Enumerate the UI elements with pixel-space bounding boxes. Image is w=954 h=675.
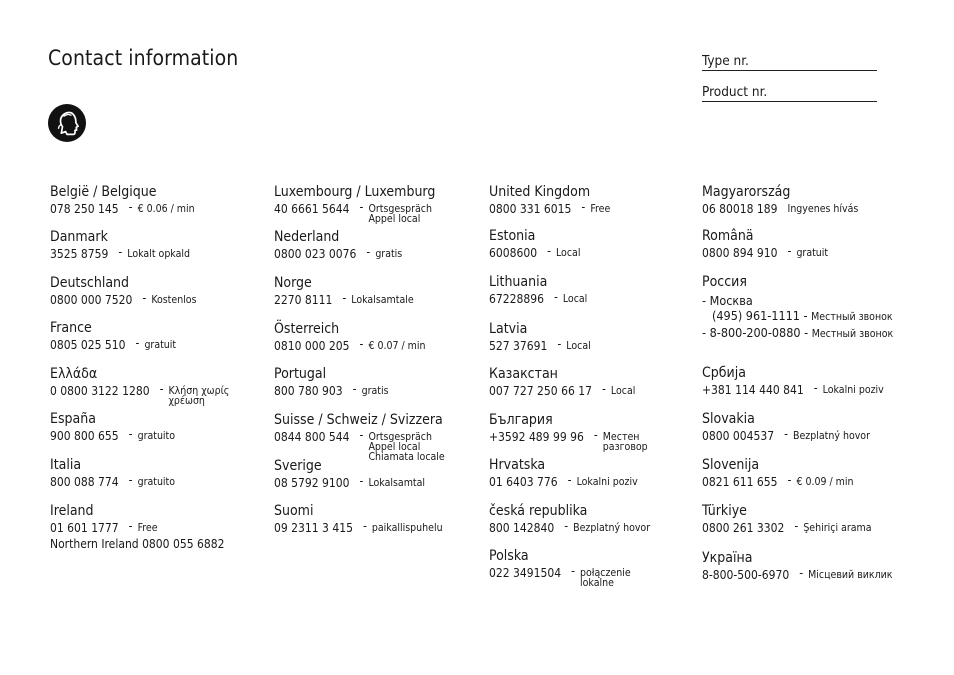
- dash: -: [135, 336, 140, 350]
- phone-line: [50, 429, 175, 443]
- phone-line: [50, 475, 175, 489]
- phone-number[interactable]: 67228896: [489, 292, 544, 306]
- call-rate-line: Appel local: [368, 213, 421, 225]
- phone-line: [274, 384, 389, 398]
- call-rate-note: [360, 202, 432, 224]
- call-rate-line: € 0.07 / min: [368, 340, 426, 352]
- phone-number[interactable]: 527 37691: [489, 339, 548, 353]
- call-rate-text: [375, 247, 402, 259]
- country-name: Казакстан: [489, 366, 558, 382]
- call-rate-note: [784, 429, 870, 441]
- phone-number[interactable]: 0844 800 544: [274, 430, 350, 444]
- call-rate-line: gratuit: [796, 247, 829, 259]
- call-rate-note: [594, 430, 648, 452]
- dash: -: [128, 427, 133, 441]
- call-rate-line: Chiamata locale: [368, 451, 445, 463]
- contact-entry: [702, 184, 858, 216]
- customer-support-head-icon: [48, 104, 86, 142]
- call-rate-text: [823, 383, 884, 395]
- call-rate-note: [136, 338, 177, 350]
- contact-entry: [702, 274, 893, 342]
- call-rate-text: [138, 475, 175, 487]
- phone-line: [50, 202, 195, 216]
- contact-entry: [274, 184, 435, 224]
- phone-number[interactable]: 8-800-500-6970: [702, 568, 790, 582]
- call-rate-note: Местный звонок: [811, 311, 893, 323]
- call-rate-note: [342, 293, 413, 305]
- contact-entry: [489, 321, 591, 353]
- phone-number[interactable]: 6008600: [489, 246, 538, 260]
- country-name: Norge: [274, 275, 312, 291]
- call-rate-line: Şehiriçi arama: [803, 522, 872, 534]
- phone-line: [489, 430, 648, 452]
- call-rate-text: [351, 293, 413, 305]
- phone-number[interactable]: 900 800 655: [50, 429, 119, 443]
- call-rate-text: [127, 247, 190, 259]
- country-name: Россия: [702, 274, 747, 290]
- dash: -: [342, 291, 347, 305]
- country-name: Latvia: [489, 321, 528, 337]
- call-rate-note: [118, 247, 190, 259]
- country-name: Suisse / Schweiz / Svizzera: [274, 412, 443, 428]
- country-name: België / Belgique: [50, 184, 157, 200]
- phone-line: [702, 475, 853, 489]
- call-rate-note: [353, 384, 389, 396]
- country-name: Luxembourg / Luxemburg: [274, 184, 436, 200]
- call-rate-text: [556, 246, 580, 258]
- call-rate-text: [138, 202, 195, 214]
- contact-entry: [50, 411, 175, 443]
- phone-line: [274, 202, 435, 224]
- contact-entry: [489, 412, 648, 452]
- call-rate-text: [563, 292, 587, 304]
- dash: -: [128, 200, 133, 214]
- phone-number[interactable]: 007 727 250 66 17: [489, 384, 592, 398]
- dash: -: [128, 473, 133, 487]
- call-rate-note: [160, 384, 230, 406]
- phone-number[interactable]: +3592 489 99 96: [489, 430, 584, 444]
- phone-line: [489, 566, 631, 588]
- phone-line: [274, 339, 425, 353]
- call-rate-note: [360, 339, 426, 351]
- contact-entry: [50, 503, 224, 551]
- call-rate-text: [151, 293, 196, 305]
- dash: -: [784, 427, 789, 441]
- country-name: Polska: [489, 548, 529, 564]
- call-rate-note: [581, 202, 610, 214]
- phone-number[interactable]: 0805 025 510: [50, 338, 126, 352]
- dash: -: [128, 519, 133, 533]
- call-rate-line: Местен: [602, 431, 640, 443]
- contact-entry: [50, 320, 176, 352]
- call-rate-line: połączenie: [580, 567, 631, 579]
- call-rate-note: [568, 475, 638, 487]
- phone-number[interactable]: 0810 000 205: [274, 339, 350, 353]
- call-rate-line: Bezplatný hovor: [793, 430, 870, 442]
- phone-number[interactable]: 8-800-200-0880: [709, 325, 801, 340]
- call-rate-text: [573, 521, 650, 533]
- call-rate-line: Lokalsamtal: [368, 477, 426, 489]
- phone-line: [489, 202, 610, 216]
- phone-line: [702, 568, 893, 582]
- dash: -: [571, 564, 576, 578]
- dash: -: [352, 382, 357, 396]
- phone-line: [489, 384, 635, 398]
- call-rate-line: Місцевий виклик: [808, 569, 893, 581]
- contact-entry: [50, 275, 197, 307]
- call-rate-line: χρέωση: [168, 395, 205, 407]
- contact-entry: [274, 458, 425, 490]
- phone-number[interactable]: 0800 894 910: [702, 246, 778, 260]
- phone-line: [274, 293, 414, 307]
- country-name: Hrvatska: [489, 457, 546, 473]
- contact-entry: [274, 229, 402, 261]
- phone-number[interactable]: 40 6661 5644: [274, 202, 350, 216]
- call-rate-line: Local: [610, 385, 636, 397]
- dash: -: [547, 244, 551, 258]
- country-name: Deutschland: [50, 275, 130, 291]
- call-rate-note: [814, 383, 884, 395]
- dash: -: [702, 293, 710, 308]
- call-rate-line: gratuito: [137, 476, 176, 488]
- country-name: Danmark: [50, 229, 108, 245]
- call-rate-note: Местный звонок: [811, 328, 894, 340]
- country-name: Suomi: [274, 503, 314, 519]
- call-rate-text: [603, 430, 648, 452]
- contact-entry: [702, 503, 872, 535]
- call-rate-line: Κλήση χωρίς: [168, 385, 230, 397]
- call-rate-note: [360, 476, 426, 488]
- dash: -: [564, 519, 569, 533]
- product-number-label: Product nr.: [702, 84, 768, 100]
- dash: -: [800, 325, 812, 340]
- phone-number[interactable]: +381 114 440 841: [702, 383, 804, 397]
- contact-entry: [50, 184, 195, 216]
- dash: -: [601, 382, 606, 396]
- call-rate-line: Ingyenes hívás: [787, 203, 859, 215]
- country-name: Portugal: [274, 366, 327, 382]
- phone-line: [702, 202, 858, 216]
- call-rate-text: [788, 202, 859, 214]
- phone-line: [274, 247, 402, 261]
- phone-number[interactable]: 0821 611 655: [702, 475, 778, 489]
- contact-entry: [489, 228, 580, 260]
- country-name: España: [50, 411, 96, 427]
- dash: -: [787, 244, 792, 258]
- country-name: česká republika: [489, 503, 588, 519]
- call-rate-line: Lokalni poziv: [576, 476, 638, 488]
- phone-number[interactable]: 06 80018 189: [702, 202, 778, 216]
- call-rate-note: [788, 246, 829, 258]
- dash: -: [813, 381, 818, 395]
- country-name: Ελλάδα: [50, 366, 98, 382]
- call-rate-text: [611, 384, 635, 396]
- contact-entry: [274, 275, 414, 307]
- contact-entry: [274, 321, 425, 353]
- phone-number[interactable]: 800 088 774: [50, 475, 119, 489]
- phone-number[interactable]: 800 780 903: [274, 384, 343, 398]
- dash: -: [553, 290, 558, 304]
- contact-entry: [702, 550, 893, 582]
- country-name: United Kingdom: [489, 184, 591, 200]
- call-rate-note: [557, 339, 590, 351]
- dash: -: [557, 337, 562, 351]
- call-rate-line: Free: [590, 203, 611, 215]
- phone-line: [50, 521, 224, 535]
- phone-line: [489, 339, 591, 353]
- contact-entry: [489, 548, 631, 588]
- dash: -: [787, 473, 792, 487]
- call-rate-line: Ortsgespräch: [368, 431, 432, 443]
- phone-number[interactable]: 0800 023 0076: [274, 247, 357, 261]
- phone-line: [489, 475, 638, 489]
- phone-line: [50, 293, 197, 307]
- call-rate-note: [129, 475, 175, 487]
- call-rate-text: [368, 476, 425, 488]
- call-rate-line: Lokalni poziv: [822, 384, 884, 396]
- phone-number[interactable]: 0800 000 7520: [50, 293, 133, 307]
- call-rate-line: Local: [562, 293, 588, 305]
- country-name: Italia: [50, 457, 82, 473]
- dash: -: [359, 428, 364, 442]
- country-name: Србија: [702, 365, 746, 381]
- contact-entry: [274, 412, 445, 462]
- call-rate-note: [554, 292, 587, 304]
- call-rate-text: [368, 339, 425, 351]
- call-rate-line: gratis: [361, 385, 389, 397]
- phone-line: [702, 325, 893, 342]
- contact-entry: [274, 503, 443, 535]
- call-rate-text: [144, 338, 176, 350]
- country-name: France: [50, 320, 92, 336]
- country-name: Românä: [702, 228, 754, 244]
- call-rate-text: [372, 521, 443, 533]
- call-rate-note: [564, 521, 650, 533]
- country-name: Nederland: [274, 229, 340, 245]
- call-rate-text: [796, 246, 828, 258]
- call-rate-line: Local: [566, 340, 591, 352]
- country-name: Slovenija: [702, 457, 760, 473]
- call-rate-line: gratuit: [144, 339, 177, 351]
- call-rate-text: [793, 429, 870, 441]
- contact-entry: [50, 457, 175, 489]
- city-line: [702, 293, 893, 308]
- country-name: Sverige: [274, 458, 322, 474]
- dash: -: [142, 291, 147, 305]
- call-rate-text: [590, 202, 610, 214]
- call-rate-text: [168, 384, 229, 406]
- dash: -: [359, 200, 364, 214]
- call-rate-note: [363, 521, 443, 533]
- call-rate-text: [138, 521, 158, 533]
- country-name: Österreich: [274, 321, 340, 337]
- dash: -: [799, 566, 804, 580]
- call-rate-line: Ortsgespräch: [368, 203, 432, 215]
- country-name: Slovakia: [702, 411, 755, 427]
- call-rate-note: [547, 246, 580, 258]
- call-rate-text: [808, 568, 892, 580]
- contact-entry: [702, 228, 828, 260]
- call-rate-text: [796, 475, 853, 487]
- call-rate-text: [566, 339, 590, 351]
- phone-number[interactable]: 0 0800 3122 1280: [50, 384, 150, 398]
- dash: -: [362, 519, 367, 533]
- phone-number[interactable]: 01 6403 776: [489, 475, 558, 489]
- phone-number[interactable]: 800 142840: [489, 521, 555, 535]
- dash: -: [593, 428, 598, 442]
- phone-number[interactable]: 0800 261 3302: [702, 521, 785, 535]
- dash: -: [581, 200, 586, 214]
- phone-line: [274, 521, 443, 535]
- phone-line: [274, 476, 425, 490]
- contact-entry: [489, 457, 638, 489]
- call-rate-note: [788, 475, 854, 487]
- phone-line: [50, 338, 176, 352]
- call-rate-text: [138, 429, 175, 441]
- phone-line: [489, 246, 580, 260]
- call-rate-line: Appel local: [368, 441, 421, 453]
- call-rate-note: [142, 293, 196, 305]
- dash: -: [359, 474, 364, 488]
- phone-number[interactable]: 0800 331 6015: [489, 202, 572, 216]
- northern-ireland-line[interactable]: Northern Ireland 0800 055 6882: [50, 537, 225, 551]
- phone-number[interactable]: 08 5792 9100: [274, 476, 350, 490]
- call-rate-note: [129, 202, 195, 214]
- phone-line: [702, 246, 828, 260]
- country-name: България: [489, 412, 553, 428]
- call-rate-text: [368, 202, 432, 224]
- call-rate-line: gratuito: [137, 430, 176, 442]
- call-rate-note: [799, 568, 892, 580]
- call-rate-line: Free: [137, 522, 158, 534]
- contact-entry: [489, 184, 610, 216]
- call-rate-note: [129, 429, 175, 441]
- call-rate-line: Kostenlos: [151, 294, 197, 306]
- call-rate-note: [571, 566, 631, 588]
- call-rate-text: [580, 566, 631, 588]
- phone-number[interactable]: 078 250 145: [50, 202, 119, 216]
- contact-entry: [489, 274, 587, 306]
- call-rate-note: [602, 384, 635, 396]
- contact-entry: [702, 457, 853, 489]
- call-rate-note: [366, 247, 402, 259]
- dash: -: [159, 382, 164, 396]
- dash: -: [702, 325, 710, 340]
- call-rate-note: [129, 521, 158, 533]
- phone-number[interactable]: 01 601 1777: [50, 521, 119, 535]
- contact-entry: [50, 366, 229, 406]
- type-number-field[interactable]: [702, 53, 877, 71]
- dash: -: [366, 245, 371, 259]
- phone-number[interactable]: 022 3491504: [489, 566, 562, 580]
- phone-line: [702, 521, 872, 535]
- type-number-label: Type nr.: [702, 53, 749, 69]
- phone-line: [50, 247, 190, 261]
- call-rate-note: [788, 202, 859, 214]
- dash: -: [567, 473, 572, 487]
- call-rate-line: gratis: [375, 248, 403, 260]
- call-rate-line: Lokalsamtale: [351, 294, 414, 306]
- phone-line: [489, 292, 587, 306]
- call-rate-line: Bezplatný hovor: [573, 522, 651, 534]
- dash: -: [118, 245, 123, 259]
- country-name: Україна: [702, 550, 753, 566]
- page-title: Contact information: [48, 46, 239, 70]
- contact-entry: [489, 503, 650, 535]
- contact-entry: [50, 229, 190, 261]
- call-rate-line: lokalne: [580, 577, 614, 589]
- country-name: Magyarország: [702, 184, 791, 200]
- contact-entry: [489, 366, 635, 398]
- contact-entry: [702, 365, 884, 397]
- phone-number[interactable]: 2270 8111: [274, 293, 333, 307]
- call-rate-text: [577, 475, 638, 487]
- country-name: Ireland: [50, 503, 94, 519]
- contact-entry: [274, 366, 389, 398]
- dash: -: [794, 519, 799, 533]
- call-rate-note: [794, 521, 871, 533]
- contact-entry: [702, 411, 870, 443]
- call-rate-line: разговор: [602, 441, 648, 453]
- phone-number[interactable]: 09 2311 3 415: [274, 521, 353, 535]
- country-name: Estonia: [489, 228, 536, 244]
- call-rate-line: € 0.09 / min: [796, 476, 854, 488]
- call-rate-line: Local: [555, 247, 581, 259]
- country-name: Türkiye: [702, 503, 747, 519]
- call-rate-text: [803, 521, 871, 533]
- phone-line: [50, 384, 229, 406]
- phone-line: [702, 429, 870, 443]
- phone-line: [702, 383, 884, 397]
- phone-number[interactable]: (495) 961-1111: [712, 308, 800, 323]
- phone-number[interactable]: 3525 8759: [50, 247, 109, 261]
- phone-line: [702, 308, 893, 325]
- phone-line: [489, 521, 650, 535]
- call-rate-line: paikallispuhelu: [371, 522, 443, 534]
- city-name: Москва: [709, 293, 753, 308]
- call-rate-line: Lokalt opkald: [127, 248, 191, 260]
- dash: -: [799, 308, 812, 323]
- call-rate-text: [362, 384, 389, 396]
- country-name: Lithuania: [489, 274, 548, 290]
- call-rate-line: € 0.06 / min: [137, 203, 195, 215]
- dash: -: [359, 337, 364, 351]
- phone-number[interactable]: 0800 004537: [702, 429, 775, 443]
- product-number-field[interactable]: [702, 84, 877, 102]
